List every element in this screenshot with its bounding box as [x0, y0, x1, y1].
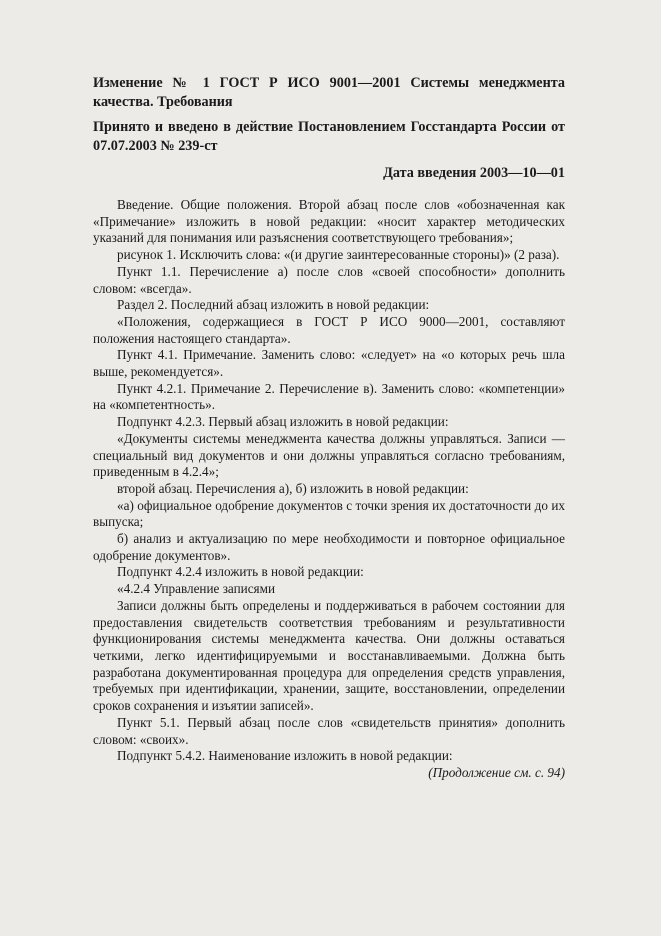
page-content — [93, 74, 565, 782]
paragraph: Введение. Общие положения. Второй абзац после слов «обозначенная как «Примечание» изложить в новой редакции: «носит характер методических указаний для понимания или разъяснения соответствующего требования»; — [93, 197, 565, 246]
effective-date: Дата введения 2003—10—01 — [383, 165, 565, 181]
paragraph: Раздел 2. Последний абзац изложить в новой редакции: — [117, 297, 430, 313]
paragraph: Пункт 1.1. Перечисление а) после слов «своей способности» дополнить словом: «всегда». — [93, 263, 565, 296]
paragraph: «а) официальное одобрение документов с точки зрения их достаточности до их выпуска; — [93, 497, 565, 530]
paragraph: Пункт 4.2.1. Примечание 2. Перечисление в). Заменить слово: «компетенции» на «компетентность». — [93, 380, 565, 413]
amendment-body — [93, 197, 565, 765]
paragraph: Подпункт 4.2.4 изложить в новой редакции: — [117, 564, 364, 580]
paragraph: б) анализ и актуализацию по мере необходимости и повторное официальное одобрение документов». — [93, 531, 565, 563]
paragraph: «Документы системы менеджмента качества должны управляться. Записи — специальный вид документов и они должны управляться согласно требованиям, приведенным в 4.2.4»; — [93, 430, 565, 480]
paragraph: Пункт 5.1. Первый абзац после слов «свидетельств принятия» дополнить словом: «своих». — [93, 714, 565, 747]
amendment-title: Изменение № 1 ГОСТ Р ИСО 9001—2001 Системы менеджмента качества. Требования — [93, 75, 565, 110]
adoption-statement: Принято и введено в действие Постановлением Госстандарта России от 07.07.2003 № 239-ст — [93, 119, 565, 154]
paragraph: Подпункт 4.2.3. Первый абзац изложить в новой редакции: — [117, 414, 449, 430]
paragraph: Подпункт 5.4.2. Наименование изложить в новой редакции: — [117, 748, 453, 764]
paragraph: второй абзац. Перечисления а), б) изложить в новой редакции: — [117, 480, 469, 496]
paragraph: «4.2.4 Управление записями — [117, 581, 276, 597]
continuation-note: (Продолжение см. с. 94) — [428, 764, 565, 780]
paragraph: Пункт 4.1. Примечание. Заменить слово: «следует» на «о которых речь шла выше, рекомендуется». — [93, 347, 565, 380]
paragraph: Записи должны быть определены и поддерживаться в рабочем состоянии для предоставления свидетельств соответствия требованиям и результативности функционирования системы менеджмента качества. Они должны оставаться четкими, легко идентифицируемыми и восстанавливаемыми. Должна быть разработана документированная процедура для определения средств управления, требуемых при идентификации, хранении, защите, восстановлении, определении сроков сохранения и изъятии записей». — [93, 597, 565, 714]
paragraph: рисунок 1. Исключить слова: «(и другие заинтересованные стороны)» (2 раза). — [117, 247, 560, 263]
paragraph: «Положения, содержащиеся в ГОСТ Р ИСО 9000—2001, составляют положения настоящего стандарта». — [93, 313, 565, 346]
